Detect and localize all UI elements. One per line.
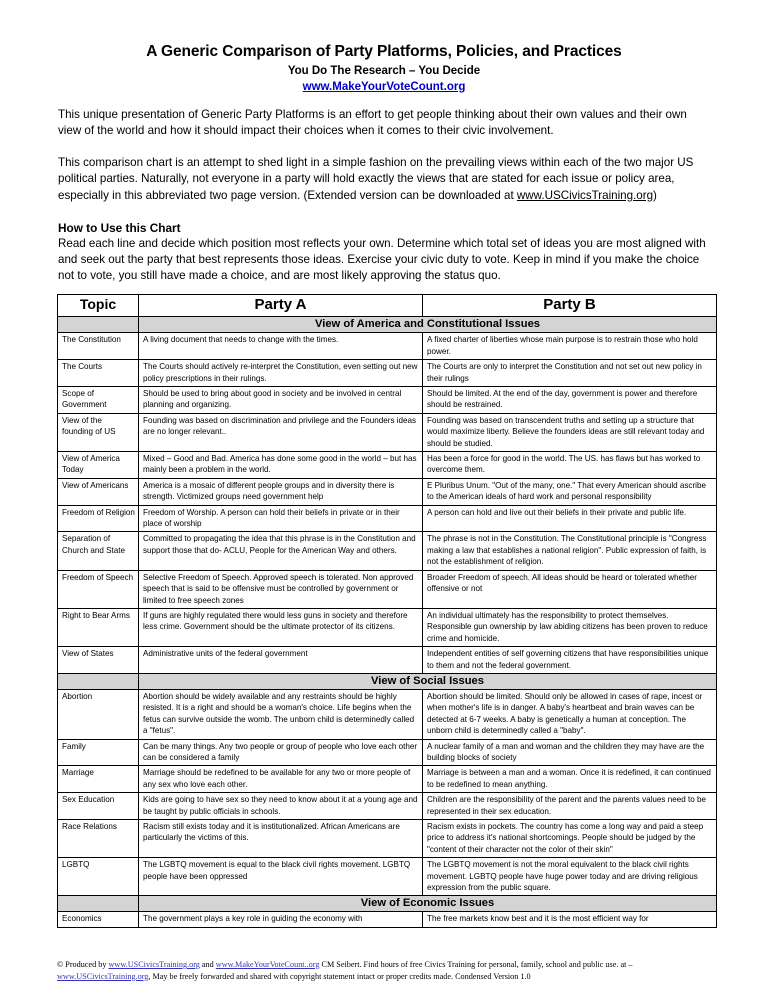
- table-row: [58, 739, 717, 766]
- row-topic-cell: Economics: [58, 912, 139, 927]
- intro-paragraph-1: This unique presentation of Generic Party Platforms is an effort to get people thinking about their own values and their own view of the world and how it should impact their choices when it comes to their civic involvement.: [58, 107, 687, 137]
- comparison-table: [57, 294, 717, 927]
- row-topic-cell: Sex Education: [58, 793, 139, 820]
- row-party-a-cell: Racism still exists today and it is institutionalized. African Americans are particularly the victims of this.: [139, 820, 423, 858]
- row-topic-cell: The Constitution: [58, 333, 139, 360]
- row-topic-cell: The Courts: [58, 360, 139, 387]
- table-header-row: [58, 295, 717, 317]
- row-party-b-cell: Marriage is between a man and a woman. Once it is redefined, it can continued to be redefined to mean anything.: [423, 766, 717, 793]
- row-party-a-cell: The Courts should actively re-interpret the Constitution, even setting out new policy prescriptions in their rulings.: [139, 360, 423, 387]
- row-party-b-cell: Independent entities of self governing citizens that have responsibilities unique to them and not the federal government.: [423, 647, 717, 674]
- row-topic-cell: Freedom of Religion: [58, 505, 139, 532]
- howto-heading: How to Use this Chart: [58, 220, 181, 235]
- row-topic-cell: Family: [58, 739, 139, 766]
- howto-body: Read each line and decide which position most reflects your own. Determine which total set of ideas you are most aligned with and seek out the party that best represents those ideas. Exercise your civic duty to vote. Keep in mind if you make the choice not to vote, you still have made a choice, and are most likely approving the status quo.: [58, 236, 706, 283]
- footer-text-2: and: [199, 960, 216, 969]
- section-header-label: View of Economic Issues: [139, 896, 717, 912]
- table-row: [58, 452, 717, 479]
- footer-text-4: , May be freely forwarded and shared with copyright statement intact or proper credits made. Condensed Version 1.0: [148, 971, 531, 981]
- row-party-b-cell: A person can hold and live out their beliefs in their private and public life.: [423, 505, 717, 532]
- table-row: [58, 505, 717, 532]
- row-party-a-cell: The government plays a key role in guiding the economy with: [139, 912, 423, 927]
- row-topic-cell: LGBTQ: [58, 858, 139, 896]
- table-row: [58, 793, 717, 820]
- table-row: [58, 820, 717, 858]
- row-party-a-cell: A living document that needs to change with the times.: [139, 333, 423, 360]
- row-party-b-cell: A nuclear family of a man and woman and the children they may have are the building blocks of society: [423, 739, 717, 766]
- table-row: [58, 647, 717, 674]
- row-topic-cell: Marriage: [58, 766, 139, 793]
- row-party-b-cell: The free markets know best and it is the most efficient way for: [423, 912, 717, 927]
- row-party-a-cell: Abortion should be widely available and any restraints should be highly resisted. It is a right and should be a woman's choice. Life begins when the fetus can survive outside the womb. The unborn child is determinedly called a "fetus".: [139, 689, 423, 739]
- section-header-label: View of Social Issues: [139, 673, 717, 689]
- row-party-a-cell: Administrative units of the federal government: [139, 647, 423, 674]
- table-row: [58, 532, 717, 570]
- column-header-party-a: Party A: [139, 295, 423, 317]
- row-party-a-cell: Freedom of Worship. A person can hold their beliefs in private or in their place of worship: [139, 505, 423, 532]
- row-party-b-cell: Children are the responsibility of the parent and the parents values need to be represented in their sex education.: [423, 793, 717, 820]
- comparison-table-wrapper: [0, 294, 768, 927]
- row-topic-cell: View of Americans: [58, 478, 139, 505]
- table-section-header-row: [58, 896, 717, 912]
- row-party-b-cell: Founding was based on transcendent truths and setting up a structure that would maximize liberty. Believe the founders ideas are still relevant today and should be studied.: [423, 413, 717, 451]
- row-party-b-cell: Broader Freedom of speech. All ideas should be heard or tolerated whether offensive or not: [423, 570, 717, 608]
- section-header-label: View of America and Constitutional Issues: [139, 317, 717, 333]
- row-topic-cell: Freedom of Speech: [58, 570, 139, 608]
- row-party-b-cell: The Courts are only to interpret the Constitution and not set out new policy in their rulings: [423, 360, 717, 387]
- row-party-a-cell: Selective Freedom of Speech. Approved speech is tolerated. Non approved speech that is said to be offensive must be controlled by government or limited to free speech zones: [139, 570, 423, 608]
- page-title: A Generic Comparison of Party Platforms, Policies, and Practices: [146, 43, 622, 60]
- table-row: [58, 333, 717, 360]
- row-party-a-cell: Mixed – Good and Bad. America has done some good in the world – but has mainly been a problem in the world.: [139, 452, 423, 479]
- footer-link-uscivicstraining-2[interactable]: www.USCivicsTraining.org: [57, 971, 149, 981]
- uscivicstraining-link-intro[interactable]: www.USCivicsTraining.org: [516, 188, 654, 202]
- table-row: [58, 608, 717, 646]
- row-party-b-cell: E Pluribus Unum. "Out of the many, one." That every American should ascribe to the American ideals of hard work and personal responsibility: [423, 478, 717, 505]
- intro-section: [0, 93, 768, 285]
- table-row: [58, 478, 717, 505]
- table-row: [58, 387, 717, 414]
- row-party-a-cell: Can be many things. Any two people or group of people who love each other can be considered a family: [139, 739, 423, 766]
- row-party-b-cell: A fixed charter of liberties whose main purpose is to restrain those who hold power.: [423, 333, 717, 360]
- row-topic-cell: Race Relations: [58, 820, 139, 858]
- table-row: [58, 570, 717, 608]
- section-header-spacer: [58, 896, 139, 912]
- row-party-a-cell: If guns are highly regulated there would less guns in society and therefore less crime. Government should be the ultimate protector of its citizens.: [139, 608, 423, 646]
- table-head: [58, 295, 717, 317]
- row-topic-cell: Separation of Church and State: [58, 532, 139, 570]
- row-party-b-cell: Should be limited. At the end of the day, government is power and therefore should be restrained.: [423, 387, 717, 414]
- table-row: [58, 766, 717, 793]
- footer-link-makeyourvotecount[interactable]: www.MakeYourVoteCount..org: [215, 960, 320, 969]
- table-body: [58, 317, 717, 927]
- table-row: [58, 689, 717, 739]
- column-header-party-b: Party B: [423, 295, 717, 317]
- document-footer: [57, 959, 716, 982]
- row-topic-cell: Right to Bear Arms: [58, 608, 139, 646]
- row-party-a-cell: The LGBTQ movement is equal to the black civil rights movement. LGBTQ people have been oppressed: [139, 858, 423, 896]
- row-party-b-cell: The LGBTQ movement is not the moral equivalent to the black civil rights movement. LGBTQ people have huge power today and are driving religious expression from the public square.: [423, 858, 717, 896]
- document-header: [0, 0, 768, 93]
- row-party-a-cell: Committed to propagating the idea that this phrase is in the Constitution and support those that do- ACLU, People for the American Way and others.: [139, 532, 423, 570]
- row-party-b-cell: The phrase is not in the Constitution. The Constitutional principle is "Congress making a law that establishes a national religion". Public expression of faith, is not the establishment of religion.: [423, 532, 717, 570]
- footer-text-3: CM Seibert. Find hours of free Civics Training for personal, family, school and public use. at –: [319, 960, 633, 969]
- footer-link-uscivicstraining-1[interactable]: www.USCivicsTraining.org: [108, 960, 200, 969]
- row-party-a-cell: America is a mosaic of different people groups and in diversity there is strength. Victimized groups need government help: [139, 478, 423, 505]
- row-topic-cell: Abortion: [58, 689, 139, 739]
- intro-paragraph-2-text-before: This comparison chart is an attempt to shed light in a simple fashion on the prevailing views within each of the two major US political parties. Naturally, not everyone in a party will hold exactly the views that are stated for each issue or policy area, especially in this abbreviated two page version. (Extended version can be downloaded at: [58, 156, 694, 202]
- column-header-topic: Topic: [58, 295, 139, 317]
- row-party-b-cell: Has been a force for good in the world. The US. has flaws but has worked to overcome them.: [423, 452, 717, 479]
- row-party-b-cell: An individual ultimately has the responsibility to protect themselves. Responsible gun ownership by law abiding citizens has been proven to reduce crime and homicide.: [423, 608, 717, 646]
- row-party-b-cell: Racism exists in pockets. The country has come a long way and paid a steep price to address it's national shortcomings. People should be judged by the "content of their character not the color of their skin": [423, 820, 717, 858]
- table-row: [58, 360, 717, 387]
- row-party-a-cell: Kids are going to have sex so they need to know about it at a young age and be taught by public officials in schools.: [139, 793, 423, 820]
- row-party-a-cell: Founding was based on discrimination and privilege and the Founders ideas are no longer relevant..: [139, 413, 423, 451]
- row-party-a-cell: Marriage should be redefined to be available for any two or more people of any sex who love each other.: [139, 766, 423, 793]
- intro-paragraph-2-text-after: ): [653, 188, 657, 202]
- table-section-header-row: [58, 673, 717, 689]
- page-subtitle: You Do The Research – You Decide: [287, 65, 481, 78]
- row-topic-cell: View of the founding of US: [58, 413, 139, 451]
- row-party-b-cell: Abortion should be limited. Should only be allowed in cases of rape, incest or when mother's life is in danger. A baby's heartbeat and brain waves can be detected at 6-7 weeks. A baby is genetically a human at conception. The unborn child is determinedly called a "baby".: [423, 689, 717, 739]
- table-row: [58, 858, 717, 896]
- footer-text-1: Produced by: [63, 960, 109, 969]
- section-header-spacer: [58, 317, 139, 333]
- section-header-spacer: [58, 673, 139, 689]
- row-topic-cell: View of America Today: [58, 452, 139, 479]
- intro-paragraph-2: [58, 155, 710, 204]
- row-topic-cell: View of States: [58, 647, 139, 674]
- header-website-link[interactable]: www.MakeYourVoteCount.org: [302, 80, 466, 93]
- row-party-a-cell: Should be used to bring about good in society and be involved in central planning and organizing.: [139, 387, 423, 414]
- footer-copyright-symbol: ©: [57, 960, 64, 969]
- table-row: [58, 912, 717, 927]
- row-topic-cell: Scope of Government: [58, 387, 139, 414]
- table-row: [58, 413, 717, 451]
- table-section-header-row: [58, 317, 717, 333]
